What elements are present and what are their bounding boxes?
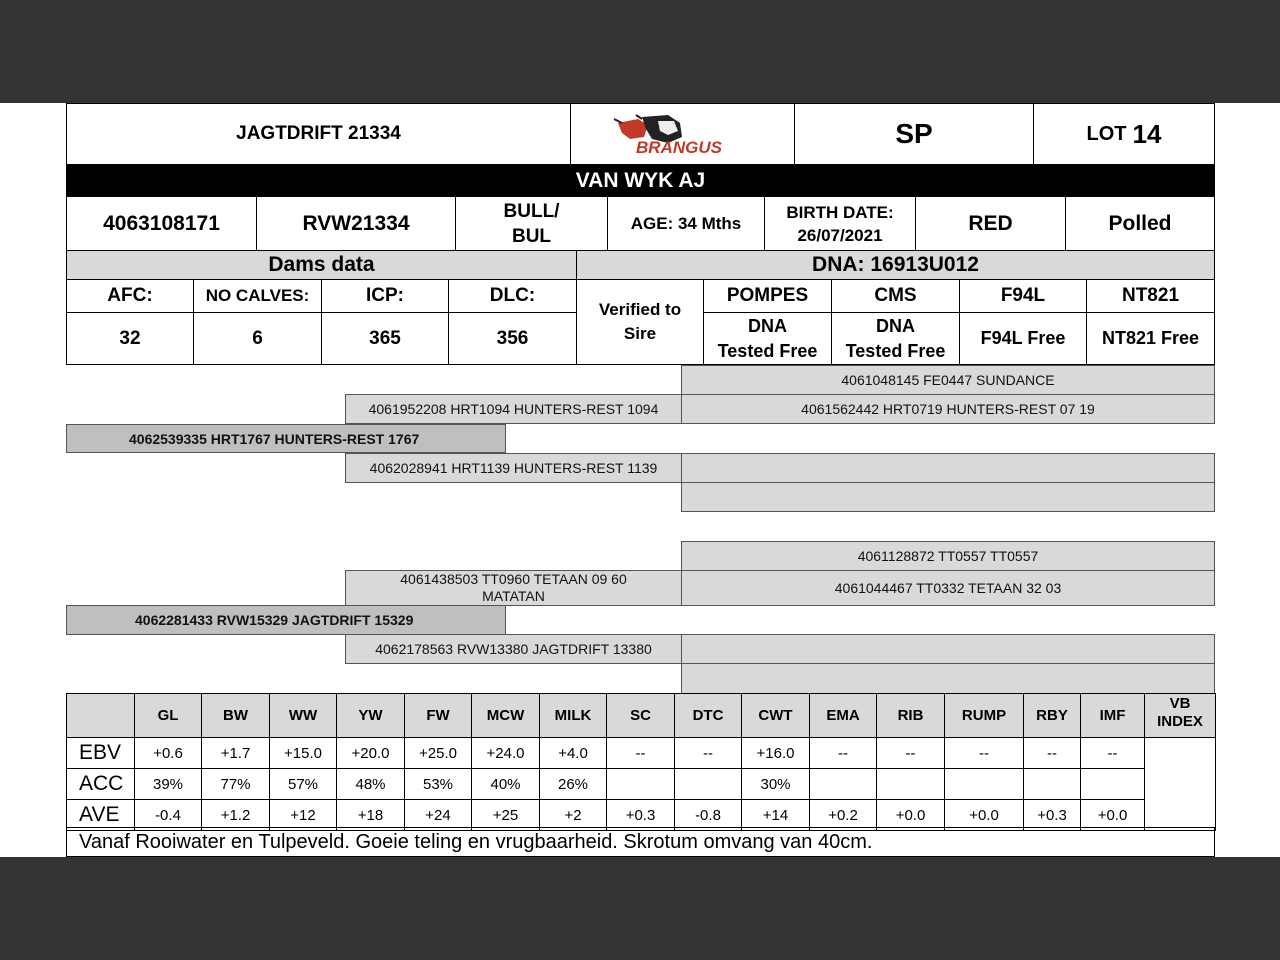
pedigree-sss: 4061048145 FE0447 SUNDANCE bbox=[681, 365, 1215, 395]
pedigree-ds-line2: MATATAN bbox=[482, 588, 545, 604]
ebv-header-corner bbox=[67, 694, 135, 738]
ebv-cell bbox=[810, 769, 877, 800]
birth-label: BIRTH DATE: bbox=[786, 202, 894, 222]
ebv-cell bbox=[1024, 769, 1081, 800]
ebv-cell bbox=[945, 769, 1024, 800]
pedigree-sds bbox=[681, 453, 1215, 483]
ebv-cell: +0.0 bbox=[877, 800, 945, 831]
ebv-cell: +0.0 bbox=[1081, 800, 1145, 831]
pedigree-dd: 4062178563 RVW13380 JAGTDRIFT 13380 bbox=[345, 634, 682, 664]
ebv-header-cell: IMF bbox=[1081, 694, 1145, 738]
ebv-cell: +1.7 bbox=[202, 738, 270, 769]
ebv-cell: +14 bbox=[742, 800, 810, 831]
animal-code: RVW21334 bbox=[256, 196, 456, 251]
ebv-cell: +2 bbox=[540, 800, 607, 831]
pompes-result-line2: Tested Free bbox=[717, 340, 818, 361]
ebv-cell bbox=[877, 769, 945, 800]
ebv-cell: +4.0 bbox=[540, 738, 607, 769]
animal-horn: Polled bbox=[1065, 196, 1215, 251]
brangus-logo-icon bbox=[608, 109, 758, 159]
comment-box: Vanaf Rooiwater en Tulpeveld. Goeie teling en vrugbaarheid. Skrotum omvang van 40cm. bbox=[66, 827, 1215, 857]
svg-text:BRANGUS: BRANGUS bbox=[635, 138, 722, 157]
vb-line2: INDEX bbox=[1157, 713, 1203, 730]
animal-name: JAGTDRIFT 21334 bbox=[66, 103, 571, 165]
ebv-cell: 26% bbox=[540, 769, 607, 800]
dlc-label: DLC: bbox=[448, 279, 577, 313]
ebv-cell bbox=[675, 769, 742, 800]
vb-line1: VB bbox=[1169, 695, 1191, 712]
ebv-cell: +0.6 bbox=[135, 738, 202, 769]
sex-line1: BULL/ bbox=[503, 200, 560, 222]
ebv-cell: +1.2 bbox=[202, 800, 270, 831]
ebv-cell: +0.3 bbox=[1024, 800, 1081, 831]
owner-bar: VAN WYK AJ bbox=[66, 164, 1215, 197]
vb-index-cell bbox=[1145, 738, 1216, 831]
pedigree-ds bbox=[345, 570, 682, 606]
lot-number: 14 bbox=[1132, 118, 1162, 149]
ebv-cell: +0.3 bbox=[607, 800, 675, 831]
cms-result-line1: DNA bbox=[876, 315, 915, 336]
ebv-header-cell: EMA bbox=[810, 694, 877, 738]
ebv-header-cell: GL bbox=[135, 694, 202, 738]
ebv-cell: +0.2 bbox=[810, 800, 877, 831]
ebv-cell: +24.0 bbox=[472, 738, 540, 769]
animal-sex bbox=[455, 196, 608, 251]
ebv-header-cell: YW bbox=[337, 694, 405, 738]
dna-test-pompes-label: POMPES bbox=[703, 279, 832, 313]
birth-value: 26/07/2021 bbox=[797, 225, 883, 245]
calves-value: 6 bbox=[193, 312, 322, 365]
pedigree-ss: 4061952208 HRT1094 HUNTERS-REST 1094 bbox=[345, 394, 682, 424]
dams-title: Dams data bbox=[66, 250, 577, 280]
vb-index-header bbox=[1145, 694, 1216, 738]
pedigree-sd: 4062028941 HRT1139 HUNTERS-REST 1139 bbox=[345, 453, 682, 483]
ebv-header-cell: RBY bbox=[1024, 694, 1081, 738]
dna-test-nt821-result: NT821 Free bbox=[1086, 312, 1215, 365]
pedigree-ddd bbox=[681, 663, 1215, 694]
ebv-header-cell: SC bbox=[607, 694, 675, 738]
animal-colour: RED bbox=[915, 196, 1066, 251]
ebv-cell: 30% bbox=[742, 769, 810, 800]
ebv-cell: -0.8 bbox=[675, 800, 742, 831]
ebv-cell: 53% bbox=[405, 769, 472, 800]
dna-test-cms-result bbox=[831, 312, 960, 365]
pedigree-dam: 4062281433 RVW15329 JAGTDRIFT 15329 bbox=[66, 605, 506, 635]
ebv-cell: -- bbox=[675, 738, 742, 769]
ebv-header-cell: WW bbox=[270, 694, 337, 738]
ebv-row-ebv bbox=[67, 738, 1216, 769]
ebv-cell: -- bbox=[1081, 738, 1145, 769]
afc-label: AFC: bbox=[66, 279, 194, 313]
animal-age: AGE: 34 Mths bbox=[607, 196, 765, 251]
ebv-cell: -- bbox=[945, 738, 1024, 769]
ebv-cell: 40% bbox=[472, 769, 540, 800]
brangus-logo bbox=[570, 103, 795, 165]
ebv-cell: -- bbox=[1024, 738, 1081, 769]
lot-label: LOT bbox=[1086, 122, 1127, 145]
dna-test-nt821-label: NT821 bbox=[1086, 279, 1215, 313]
cms-result-line2: Tested Free bbox=[845, 340, 946, 361]
ebv-row-label: EBV bbox=[67, 738, 135, 769]
pedigree-dds bbox=[681, 634, 1215, 664]
ebv-cell: 77% bbox=[202, 769, 270, 800]
ebv-cell: +15.0 bbox=[270, 738, 337, 769]
ebv-cell: +18 bbox=[337, 800, 405, 831]
verified-line1: Verified to bbox=[598, 300, 682, 319]
ebv-cell: 39% bbox=[135, 769, 202, 800]
pedigree-ssd: 4061562442 HRT0719 HUNTERS-REST 07 19 bbox=[681, 394, 1215, 424]
ebv-header-cell: RUMP bbox=[945, 694, 1024, 738]
ebv-cell: -0.4 bbox=[135, 800, 202, 831]
icp-value: 365 bbox=[321, 312, 449, 365]
pedigree-dsd: 4061044467 TT0332 TETAAN 32 03 bbox=[681, 570, 1215, 606]
pedigree-dss: 4061128872 TT0557 TT0557 bbox=[681, 541, 1215, 571]
lot-box bbox=[1033, 103, 1215, 165]
ebv-cell: +12 bbox=[270, 800, 337, 831]
animal-id: 4063108171 bbox=[66, 196, 257, 251]
afc-value: 32 bbox=[66, 312, 194, 365]
ebv-cell: +25.0 bbox=[405, 738, 472, 769]
ebv-header-cell: RIB bbox=[877, 694, 945, 738]
ebv-cell: +25 bbox=[472, 800, 540, 831]
dna-test-cms-label: CMS bbox=[831, 279, 960, 313]
ebv-cell: +20.0 bbox=[337, 738, 405, 769]
ebv-cell: 48% bbox=[337, 769, 405, 800]
ebv-header-cell: CWT bbox=[742, 694, 810, 738]
sex-line2: BUL bbox=[511, 225, 552, 247]
verified-to-sire bbox=[576, 279, 704, 365]
birth-date bbox=[764, 196, 916, 251]
dna-test-f94l-result: F94L Free bbox=[959, 312, 1087, 365]
ebv-row-ave bbox=[67, 800, 1216, 831]
pompes-result-line1: DNA bbox=[748, 315, 787, 336]
dna-test-pompes-result bbox=[703, 312, 832, 365]
calves-label: NO CALVES: bbox=[193, 279, 322, 313]
ebv-header-row bbox=[67, 694, 1216, 738]
ebv-cell bbox=[607, 769, 675, 800]
dna-title: DNA: 16913U012 bbox=[576, 250, 1215, 280]
ebv-row-label: ACC bbox=[67, 769, 135, 800]
pedigree-sire: 4062539335 HRT1767 HUNTERS-REST 1767 bbox=[66, 424, 506, 453]
ebv-table bbox=[66, 693, 1216, 831]
ebv-cell: +24 bbox=[405, 800, 472, 831]
ebv-header-cell: MCW bbox=[472, 694, 540, 738]
ebv-cell: +0.0 bbox=[945, 800, 1024, 831]
icp-label: ICP: bbox=[321, 279, 449, 313]
ebv-cell: -- bbox=[877, 738, 945, 769]
sp-label: SP bbox=[794, 103, 1034, 165]
ebv-cell: -- bbox=[810, 738, 877, 769]
ebv-header-cell: DTC bbox=[675, 694, 742, 738]
pedigree-ds-line1: 4061438503 TT0960 TETAAN 09 60 bbox=[400, 571, 627, 587]
ebv-cell: -- bbox=[607, 738, 675, 769]
dlc-value: 356 bbox=[448, 312, 577, 365]
verified-line2: Sire bbox=[623, 324, 657, 343]
ebv-row-label: AVE bbox=[67, 800, 135, 831]
ebv-cell: 57% bbox=[270, 769, 337, 800]
ebv-row-acc bbox=[67, 769, 1216, 800]
pedigree-sdd bbox=[681, 482, 1215, 512]
ebv-cell: +16.0 bbox=[742, 738, 810, 769]
ebv-cell bbox=[1081, 769, 1145, 800]
ebv-header-cell: MILK bbox=[540, 694, 607, 738]
ebv-header-cell: FW bbox=[405, 694, 472, 738]
ebv-header-cell: BW bbox=[202, 694, 270, 738]
dna-test-f94l-label: F94L bbox=[959, 279, 1087, 313]
